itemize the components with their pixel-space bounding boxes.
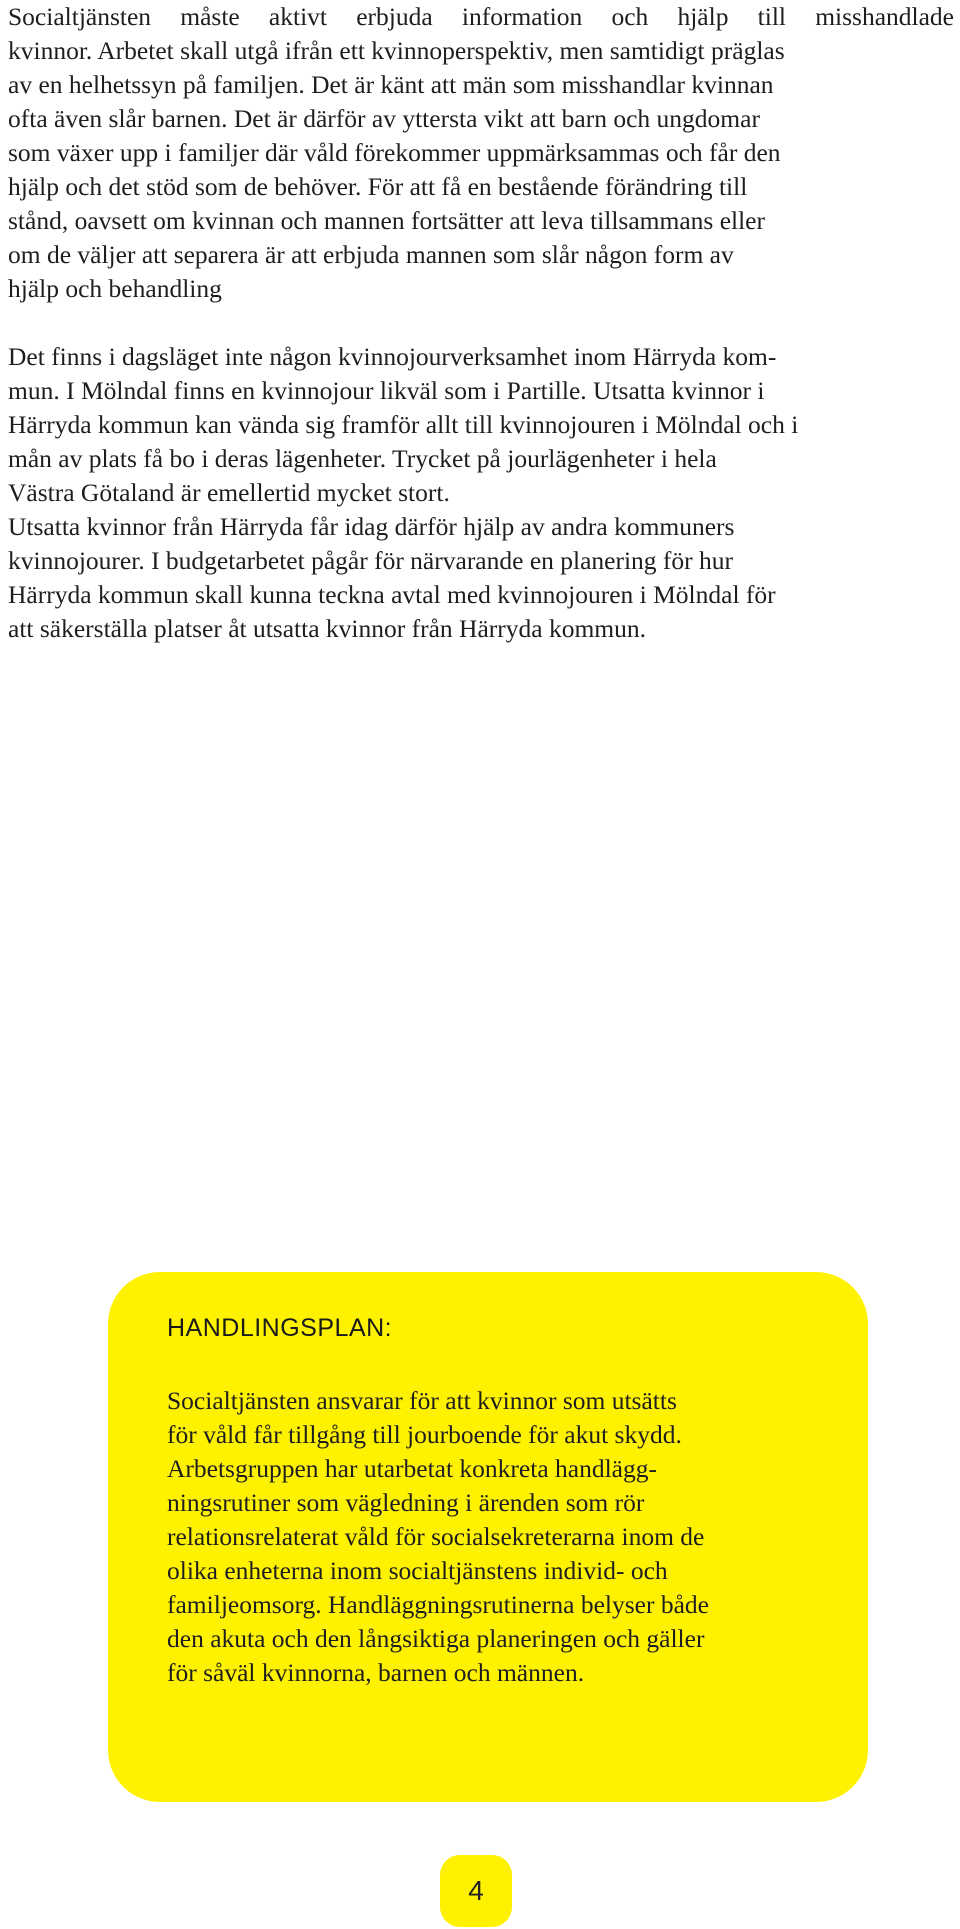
page-number-badge	[440, 1855, 512, 1927]
text-line: Utsatta kvinnor från Härryda får idag därför hjälp av andra kommuners	[8, 512, 735, 541]
text-line: Härryda kommun kan vända sig framför allt till kvinnojouren i Mölndal och i	[8, 410, 799, 439]
text-line: för såväl kvinnorna, barnen och männen.	[167, 1658, 585, 1687]
text-line: hjälp och behandling	[8, 274, 222, 303]
text-line: för våld får tillgång till jourboende för akut skydd.	[167, 1420, 682, 1449]
text-line: mån av plats få bo i deras lägenheter. Trycket på jourlägenheter i hela	[8, 444, 717, 473]
text-line: Det finns i dagsläget inte någon kvinnojourverksamhet inom Härryda kom-	[8, 342, 777, 371]
text-line: ningsrutiner som vägledning i ärenden som rör	[167, 1488, 645, 1517]
handlingsplan-title: HANDLINGSPLAN:	[167, 1314, 393, 1342]
text-line: stånd, oavsett om kvinnan och mannen fortsätter att leva tillsammans eller	[8, 206, 765, 235]
text-line: mun. I Mölndal finns en kvinnojour likväl som i Partille. Utsatta kvinnor i	[8, 376, 765, 405]
text-line: Västra Götaland är emellertid mycket stort.	[8, 478, 450, 507]
text-line: Arbetsgruppen har utarbetat konkreta handlägg-	[167, 1454, 657, 1483]
text-line: kvinnojourer. I budgetarbetet pågår för närvarande en planering för hur	[8, 546, 734, 575]
text-line: Härryda kommun skall kunna teckna avtal med kvinnojouren i Mölndal för	[8, 580, 776, 609]
text-line: relationsrelaterat våld för socialsekreterarna inom de	[167, 1522, 705, 1551]
text-line: olika enheterna inom socialtjänstens individ- och	[167, 1556, 668, 1585]
text-line: som växer upp i familjer där våld förekommer uppmärksammas och får den	[8, 138, 781, 167]
text-line: hjälp och det stöd som de behöver. För att få en bestående förändring till	[8, 172, 748, 201]
text-line: av en helhetssyn på familjen. Det är känt att män som misshandlar kvinnan	[8, 70, 774, 99]
text-line: Socialtjänsten ansvarar för att kvinnor som utsätts	[167, 1386, 677, 1415]
text-line: om de väljer att separera är att erbjuda mannen som slår någon form av	[8, 240, 734, 269]
text-line: familjeomsorg. Handläggningsrutinerna belyser både	[167, 1590, 709, 1619]
text-line: ofta även slår barnen. Det är därför av yttersta vikt att barn och ungdomar	[8, 104, 760, 133]
text-line: kvinnor. Arbetet skall utgå ifrån ett kvinnoperspektiv, men samtidigt präglas	[8, 36, 785, 65]
text-line: den akuta och den långsiktiga planeringen och gäller	[167, 1624, 705, 1653]
page-number: 4	[468, 1875, 484, 1906]
text-line: att säkerställa platser åt utsatta kvinnor från Härryda kommun.	[8, 614, 646, 643]
text-line: Socialtjänsten måste aktivt erbjuda information och hjälp till misshandlade	[8, 2, 954, 31]
